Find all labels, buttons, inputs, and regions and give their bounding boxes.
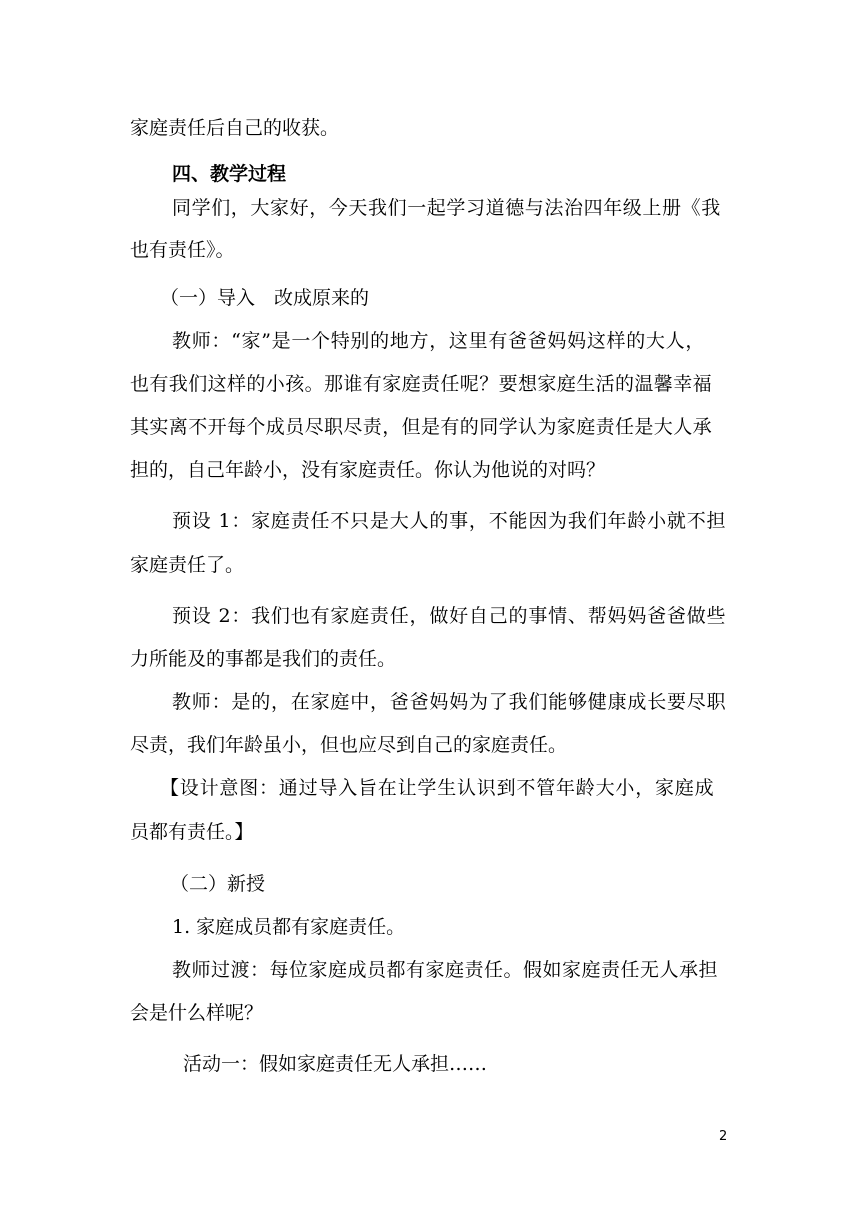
text-line: 同学们，大家好，今天我们一起学习道德与法治四年级上册《我 — [172, 197, 721, 219]
numbered-item: 1. 家庭成员都有家庭责任。 — [172, 916, 406, 938]
text-line: 预设 2：我们也有家庭责任，做好自己的事情、帮妈妈爸爸做些 — [172, 605, 727, 627]
design-intent-note: 【设计意图：通过导入旨在让学生认识到不管年龄大小，家庭成 — [160, 777, 715, 799]
text-line: 教师：“家”是一个特别的地方，这里有爸爸妈妈这样的大人， — [172, 330, 706, 352]
section-heading: 四、教学过程 — [172, 163, 287, 185]
text-line: 教师过渡：每位家庭成员都有家庭责任。假如家庭责任无人承担 — [172, 959, 719, 981]
text-line: 家庭责任后自己的收获。 — [130, 117, 340, 139]
text-line: 担的，自己年龄小，没有家庭责任。你认为他说的对吗？ — [130, 459, 606, 481]
text-line: 尽责，我们年龄虽小，但也应尽到自己的家庭责任。 — [130, 734, 568, 756]
text-line: 也有责任》。 — [130, 239, 235, 261]
subsection-heading: （二）新授 — [170, 873, 266, 895]
text-line: 教师：是的，在家庭中，爸爸妈妈为了我们能够健康成长要尽职 — [172, 691, 727, 713]
text-line: 也有我们这样的小孩。那谁有家庭责任呢？要想家庭生活的温馨幸福 — [130, 373, 713, 395]
subsection-heading: （一）导入 改成原来的 — [160, 287, 370, 309]
text-line: 会是什么样呢？ — [130, 1002, 264, 1024]
text-line: 力所能及的事都是我们的责任。 — [130, 648, 397, 670]
text-line: 家庭责任了。 — [130, 554, 245, 576]
page-number: 2 — [719, 1129, 728, 1144]
text-line: 其实离不开每个成员尽职尽责，但是有的同学认为家庭责任是大人承 — [130, 416, 713, 438]
text-line: 预设 1：家庭责任不只是大人的事，不能因为我们年龄小就不担 — [172, 510, 727, 532]
design-intent-note: 员都有责任。】 — [130, 821, 254, 843]
activity-heading: 活动一：假如家庭责任无人承担…… — [183, 1053, 488, 1075]
